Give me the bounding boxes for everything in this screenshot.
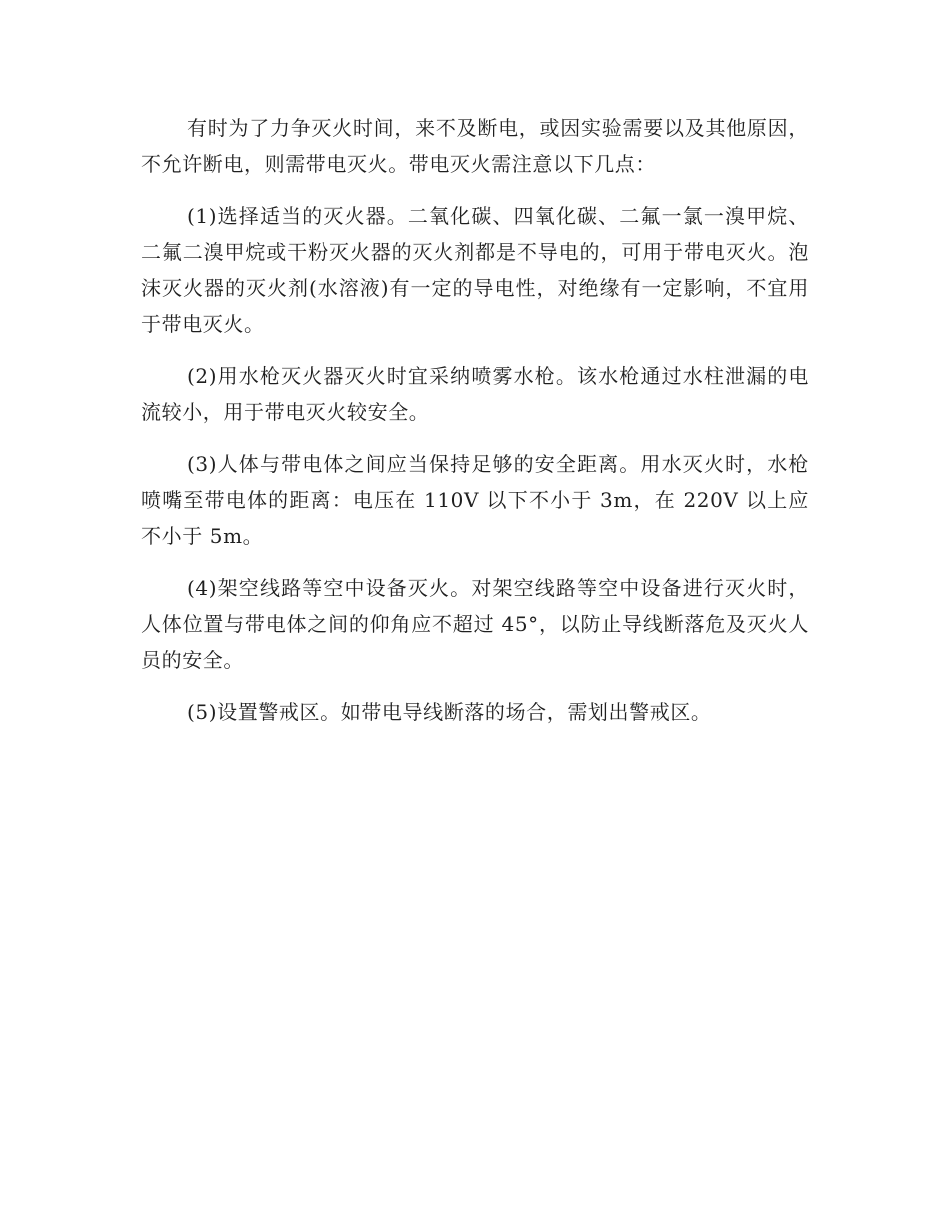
intro-paragraph: 有时为了力争灭火时间，来不及断电，或因实验需要以及其他原因，不允许断电，则需带电灭火。带电灭火需注意以下几点：: [141, 116, 809, 176]
point-1-paragraph: (1)选择适当的灭火器。二氧化碳、四氧化碳、二氟一氯一溴甲烷、二氟二溴甲烷或干粉灭火器的灭火剂都是不导电的，可用于带电灭火。泡沫灭火器的灭火剂(水溶液)有一定的导电性，对绝缘有一定影响，不宜用于带电灭火。: [141, 204, 809, 336]
point-5-paragraph: (5)设置警戒区。如带电导线断落的场合，需划出警戒区。: [187, 700, 712, 724]
point-4-paragraph: (4)架空线路等空中设备灭火。对架空线路等空中设备进行灭火时，人体位置与带电体之间的仰角应不超过 45°，以防止导线断落危及灭火人员的安全。: [141, 576, 809, 672]
document-body: [141, 110, 809, 746]
point-2-paragraph: (2)用水枪灭火器灭火时宜采纳喷雾水枪。该水枪通过水柱泄漏的电流较小，用于带电灭火较安全。: [141, 364, 809, 424]
point-3-paragraph: (3)人体与带电体之间应当保持足够的安全距离。用水灭火时，水枪喷嘴至带电体的距离：电压在 110V 以下不小于 3m，在 220V 以上应不小于 5m。: [141, 452, 809, 548]
